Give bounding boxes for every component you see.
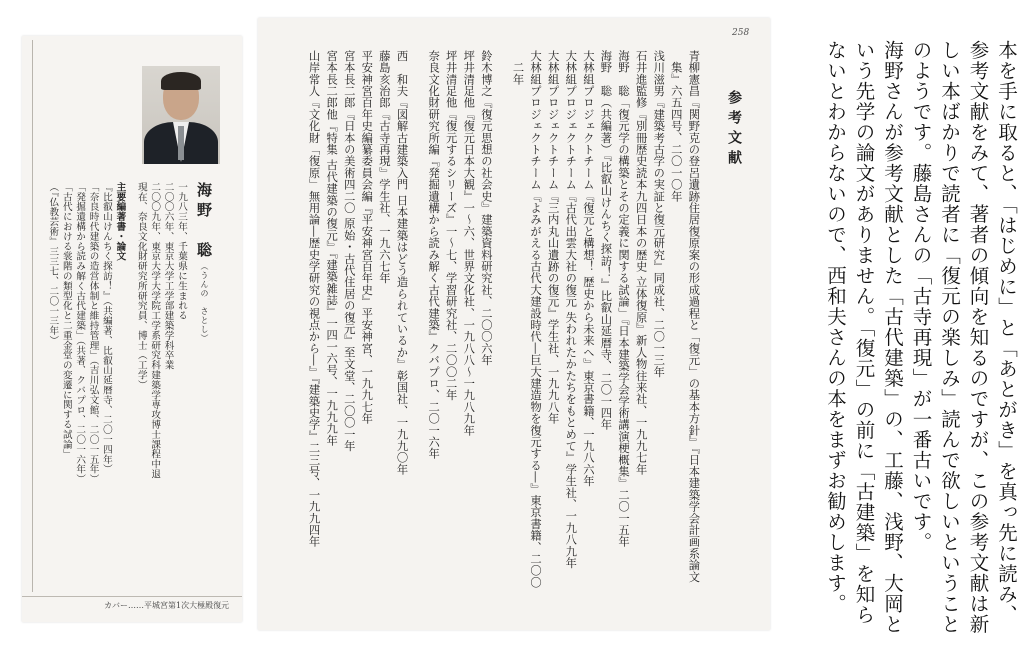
page-number: 258 — [732, 28, 750, 38]
biblio-entry: 宮本長二郎他『特集 古代建築の復元』『建築雑誌』一四一六号、一九九九年 — [325, 50, 339, 447]
work-item: 「発掘遺構から読み解く古代建築」（共著、クバプロ、二〇一六年） — [74, 182, 86, 485]
author-name-text: 海野 聡 — [195, 182, 213, 262]
biblio-entry: 海野 聡（共編著）『比叡山けんちく探訪！』比叡山延暦寺、二〇一四年 — [599, 50, 613, 431]
bibliography-page — [258, 18, 770, 630]
bibliography-title: 参考文献 — [726, 90, 742, 170]
bio-line: 一九八三年、千葉県に生まれる — [176, 182, 187, 321]
bio-line: 二〇〇九年、東京大学大学院工学系研究科建築学専攻博士課程中退 — [149, 182, 161, 479]
work-item: （『仏教芸術』三三七、二〇一三年） — [47, 182, 59, 346]
biblio-entry: 二年 — [511, 50, 525, 86]
bibliography-list — [305, 50, 742, 618]
commentary-note — [821, 40, 1021, 640]
caption-rule — [22, 596, 242, 597]
biblio-entry: 平安神宮百年史編纂委員会編『平安神宮百年史』平安神宮、一九九七年 — [360, 50, 374, 425]
author-name — [194, 182, 214, 602]
biblio-entry: 西 和夫『図解古建築入門 日本建築はどう造られているか』彰国社、一九九〇年 — [395, 50, 409, 476]
biblio-entry: 鈴木博之『復元思想の社会史』建築資料研究社、二〇〇六年 — [479, 50, 493, 366]
biblio-entry: 浅川滋男『建築考古学の実証と復元研究』同成社、二〇一三年 — [652, 50, 666, 378]
biblio-entry: 藤島亥治郎『古寺再現』学生社、一九六七年 — [377, 50, 391, 284]
cover-caption: カバー……平城宮第1次大極殿復元 — [104, 601, 230, 610]
works-heading: 主要編著書・論文 — [114, 182, 126, 262]
biblio-entry: 大林組プロジェクトチーム『古代出雲大社の復元 失われたかたちをもとめて』学生社、一九八九年 — [564, 50, 578, 569]
biblio-entry: 青柳憲昌『関野克の登呂遺跡住居復原案の形成過程と「復元」の基本方針』『日本建築学会計画系論文 — [687, 50, 701, 583]
biblio-entry: 大林組プロジェクトチーム『三内丸山遺跡の復元』学生社、一九九八年 — [546, 50, 560, 425]
biblio-entry: 坪井清足他『復元するシリーズ』一～七、学習研究社、二〇〇二年 — [444, 50, 458, 401]
biblio-entry: 奈良文化財研究所編『発掘遺構から読み解く古代建築』クバプロ、二〇一六年 — [427, 50, 441, 460]
biblio-entry: 山岸常人『文化財「復原」無用論―歴史学研究の視点から―』『建築史学』二三号、一九九四年 — [307, 50, 321, 548]
author-profile-page — [22, 36, 242, 622]
note-paragraph: 海野さんが参考文献とした「古代建築」の、工藤、浅野、大岡という先学の論文がありません。「復元」の前に「古建築」を知らないとわからないので、西和夫さんの本をまずお勧めします。 — [824, 40, 904, 635]
photo-hair — [161, 72, 201, 90]
biblio-entry: 石井進監修『別冊歴史読本九四日本の歴史 立体復原』新人物往来社、一九九七年 — [634, 50, 648, 476]
work-item: 「奈良時代建築の造営体制と維持管理」（吉川弘文館、二〇一五年） — [87, 182, 99, 485]
photo-tie — [178, 126, 184, 160]
author-bio — [46, 182, 214, 602]
author-photo — [142, 66, 220, 164]
work-item: 「古代における裳階の類型化と二重金堂の変遷に関する試論」 — [60, 182, 72, 460]
bio-line: 二〇〇六年、東京大学工学部建築学科卒業 — [162, 182, 174, 371]
page-edge-line — [32, 40, 33, 592]
bio-line: 現在、奈良文化財研究所研究員、博士（工学） — [135, 182, 147, 390]
note-paragraph: 本を手に取ると、「はじめに」と「あとがき」を真っ先に読み、参考文献をみて、著者の傾向を知るのですが、この参考文献は新しい本ばかりで読者に「復元の楽しみ」読んで欲しいということのようです。藤島さんの「古寺再現」が一番古いです。 — [909, 40, 1018, 635]
biblio-entry: 大林組プロジェクトチーム『復元と構想！ 歴史から未来へ』東京書籍、一九八六年 — [581, 50, 595, 487]
biblio-entry: 集』六五四号、二〇一〇年 — [669, 50, 683, 203]
author-name-reading: （うんの さとし） — [200, 262, 209, 343]
biblio-entry: 大林組プロジェクトチーム『よみがえる古代大建設時代―巨大建造物を復元する―』東京書籍、二〇〇 — [529, 50, 543, 589]
biblio-entry: 坪井清足他『復元日本大観』一～六、世界文化社、一九八八～一九八九年 — [462, 50, 476, 437]
biblio-entry: 宮本長二郎『日本の美術四二〇 原始・古代住居の復元』至文堂、二〇〇一年 — [342, 50, 356, 452]
biblio-entry: 海野 聡「復元学の構築とその定義に関する試論」『日本建築学会学術講演梗概集』二〇一五年 — [617, 50, 631, 548]
work-item: 『比叡山けんちく探訪！』（共編著、比叡山延暦寺、二〇一四年） — [100, 182, 112, 475]
